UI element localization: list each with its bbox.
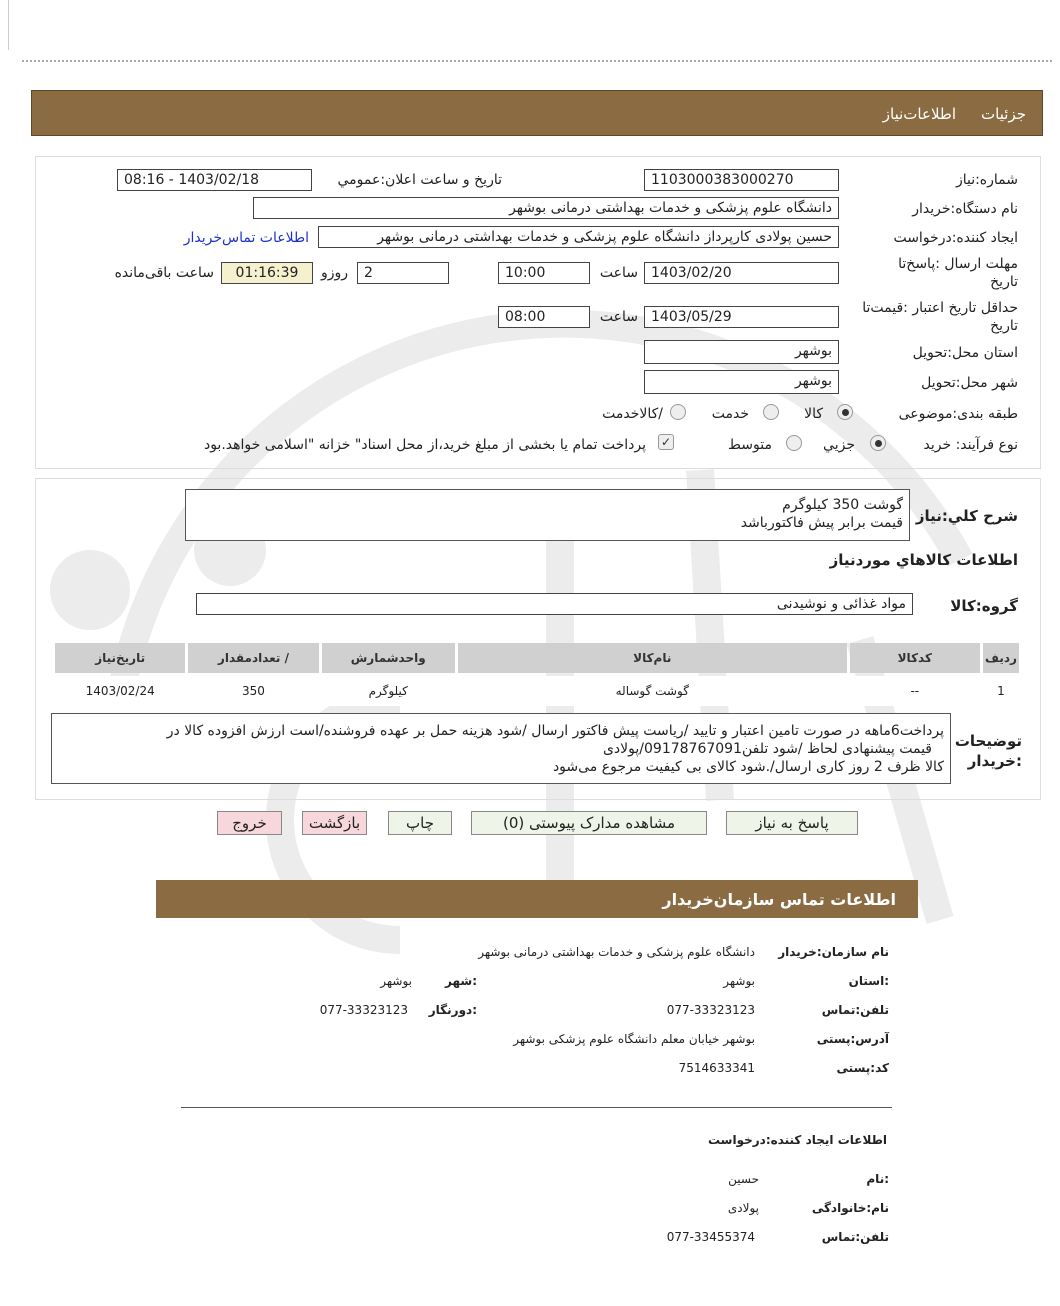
deadline-time-label: ساعت <box>599 265 638 281</box>
creator-name: حسین <box>728 1172 759 1186</box>
notes-label: توضیحات <box>954 732 1022 750</box>
dotted-divider <box>22 60 1052 62</box>
cell-row: 1 <box>983 676 1019 706</box>
creator-info-title: اطلاعات ایجاد کننده:درخواست <box>707 1133 887 1147</box>
creator-family-label: نام:خانوادگی <box>811 1201 889 1215</box>
summary-box <box>185 489 910 541</box>
col-unit: واحدشمارش <box>322 643 455 673</box>
back-button[interactable]: بازگشت <box>302 811 367 835</box>
col-name: نام‌کالا <box>458 643 847 673</box>
notes-line-3: کالا ظرف 2 روز کاری ارسال/.شود کالای بی کیفیت مرجوع می‌شود <box>552 759 944 775</box>
contact-city: بوشهر <box>380 974 412 988</box>
goods-title: اطلاعات کالاهاي موردنیاز <box>829 551 1018 569</box>
notes-line-2: قیمت پیشنهادی لحاظ /شود تلفن09178767091/پولادی <box>602 741 932 757</box>
contact-city-label: :شهر <box>445 974 477 988</box>
deadline-time-field: 10:00 <box>498 262 590 284</box>
deadline-label: مهلت ارسال :پاسخ‌تا <box>898 256 1018 272</box>
section-header <box>31 90 1043 136</box>
cell-unit: کیلوگرم <box>322 676 455 706</box>
contact-phone-label: تلفن:تماس <box>821 1003 889 1017</box>
creator-phone-label: تلفن:تماس <box>821 1230 889 1244</box>
summary-line-2: قیمت برابر پیش فاکتورباشد <box>740 515 903 531</box>
contact-fax: 077-33323123 <box>319 1003 408 1017</box>
notes-line-1: پرداخت6ماهه در صورت تامین اعتبار و تایید /ریاست پیش فاکتور ارسال /شود هزینه حمل بر عهده فروشنده/است ارزش افزوده کالا در <box>166 723 944 739</box>
category-label: طبقه بندی:موضوعی <box>898 406 1018 422</box>
city-field: بوشهر <box>644 370 839 394</box>
cell-qty: 350 <box>188 676 318 706</box>
creator-name-label: :نام <box>866 1172 889 1186</box>
announce-label: تاریخ و ساعت اعلان:عمومي <box>337 172 502 188</box>
col-code: کدکالا <box>850 643 980 673</box>
summary-line-1: گوشت 350 کیلوگرم <box>782 497 903 513</box>
category-service-label: خدمت <box>711 406 749 422</box>
exit-button[interactable]: خروج <box>217 811 282 835</box>
days-field: 2 <box>357 262 449 284</box>
validity-date-field: 1403/05/29 <box>644 306 839 328</box>
province-field: بوشهر <box>644 340 839 364</box>
remaining-timer: 01:16:39 <box>221 262 313 284</box>
process-label: نوع فرآیند: خرید <box>923 437 1018 453</box>
notes-label-2: :خریدار <box>967 752 1022 770</box>
category-service-radio[interactable] <box>763 404 779 420</box>
category-goods-service-radio[interactable] <box>670 404 686 420</box>
category-goods-service-label: /کالاخدمت <box>602 406 663 422</box>
creator-label: ایجاد کننده:درخواست <box>893 230 1018 246</box>
contact-province-label: :استان <box>848 974 889 988</box>
category-goods-label: کالا <box>804 406 823 422</box>
creator-field: حسین پولادی کارپرداز دانشگاه علوم پزشکی و خدمات بهداشتی درمانی بوشهر <box>318 226 839 248</box>
creator-phone: 077-33455374 <box>666 1230 755 1244</box>
days-label: روزو <box>320 265 348 281</box>
deadline-label-2: تاریخ <box>990 274 1018 290</box>
contact-org-label: نام سازمان:خریدار <box>778 945 889 959</box>
need-number-field: 1103000383000270 <box>644 169 839 191</box>
deadline-date-field: 1403/02/20 <box>644 262 839 284</box>
col-date: تاریخ‌نیاز <box>55 643 185 673</box>
buyer-org-field: دانشگاه علوم پزشکی و خدمات بهداشتی درمانی بوشهر <box>253 197 839 219</box>
contact-header <box>156 880 918 918</box>
summary-label: شرح کلي:نیاز <box>915 507 1018 525</box>
contact-postal-label: کد:پستی <box>836 1061 889 1075</box>
col-qty: / تعدادمقدار <box>188 643 318 673</box>
buyer-contact-link[interactable]: اطلاعات تماس‌خریدار <box>183 230 309 246</box>
contact-org: دانشگاه علوم پزشکی و خدمات بهداشتی درمانی بوشهر <box>478 945 755 959</box>
treasury-note: پرداخت تمام یا بخشی از مبلغ خرید،از محل اسناد" خزانه "اسلامی خواهد.بود <box>203 437 646 453</box>
validity-time-label: ساعت <box>599 309 638 325</box>
buyer-org-label: نام دستگاه:خریدار <box>912 201 1018 217</box>
tab-details[interactable]: جزئیات <box>981 105 1026 123</box>
items-table <box>52 640 1022 709</box>
contact-phone: 077-33323123 <box>666 1003 755 1017</box>
process-medium-label: متوسط <box>728 437 772 453</box>
contact-title: اطلاعات تماس سازمان‌خریدار <box>662 890 896 909</box>
contact-fax-label: :دورنگار <box>428 1003 477 1017</box>
group-field: مواد غذائی و نوشیدنی <box>196 593 913 615</box>
need-number-label: شماره:نیاز <box>955 172 1018 188</box>
process-minor-label: جزیي <box>823 437 855 453</box>
contact-address-label: آدرس:پستی <box>816 1032 889 1046</box>
announce-field: 1403/02/18 - 08:16 <box>117 169 312 191</box>
creator-family: پولادی <box>727 1201 759 1215</box>
cell-name: گوشت گوساله <box>458 676 847 706</box>
province-label: استان محل:تحویل <box>912 345 1018 361</box>
validity-time-field: 08:00 <box>498 306 590 328</box>
process-minor-radio[interactable] <box>870 435 886 451</box>
table-header-row <box>55 643 1019 673</box>
process-medium-radio[interactable] <box>786 435 802 451</box>
tab-need-info[interactable]: اطلاعات‌نیاز <box>882 105 956 123</box>
validity-label: حداقل تاریخ اعتبار :قیمت‌تا <box>862 300 1018 316</box>
contact-divider <box>181 1107 892 1108</box>
validity-label-2: تاریخ <box>990 318 1018 334</box>
reply-button[interactable]: پاسخ به نیاز <box>726 811 858 835</box>
col-row: ردیف <box>983 643 1019 673</box>
left-border-line <box>8 0 9 50</box>
city-label: شهر محل:تحویل <box>921 375 1018 391</box>
cell-code: -- <box>850 676 980 706</box>
cell-date: 1403/02/24 <box>55 676 185 706</box>
remaining-label: ساعت باقی‌مانده <box>114 265 214 281</box>
table-row <box>55 676 1019 706</box>
contact-postal: 7514633341 <box>678 1061 755 1075</box>
print-button[interactable]: چاپ <box>388 811 452 835</box>
treasury-checkbox[interactable]: ✓ <box>658 434 674 450</box>
contact-province: بوشهر <box>723 974 755 988</box>
group-label: گروه:کالا <box>950 597 1018 615</box>
contact-address: بوشهر خیابان معلم دانشگاه علوم پزشکی بوشهر <box>513 1032 755 1046</box>
category-goods-radio[interactable] <box>837 404 853 420</box>
attachments-button[interactable]: مشاهده مدارک پیوستی (0) <box>471 811 707 835</box>
notes-box <box>51 713 951 784</box>
